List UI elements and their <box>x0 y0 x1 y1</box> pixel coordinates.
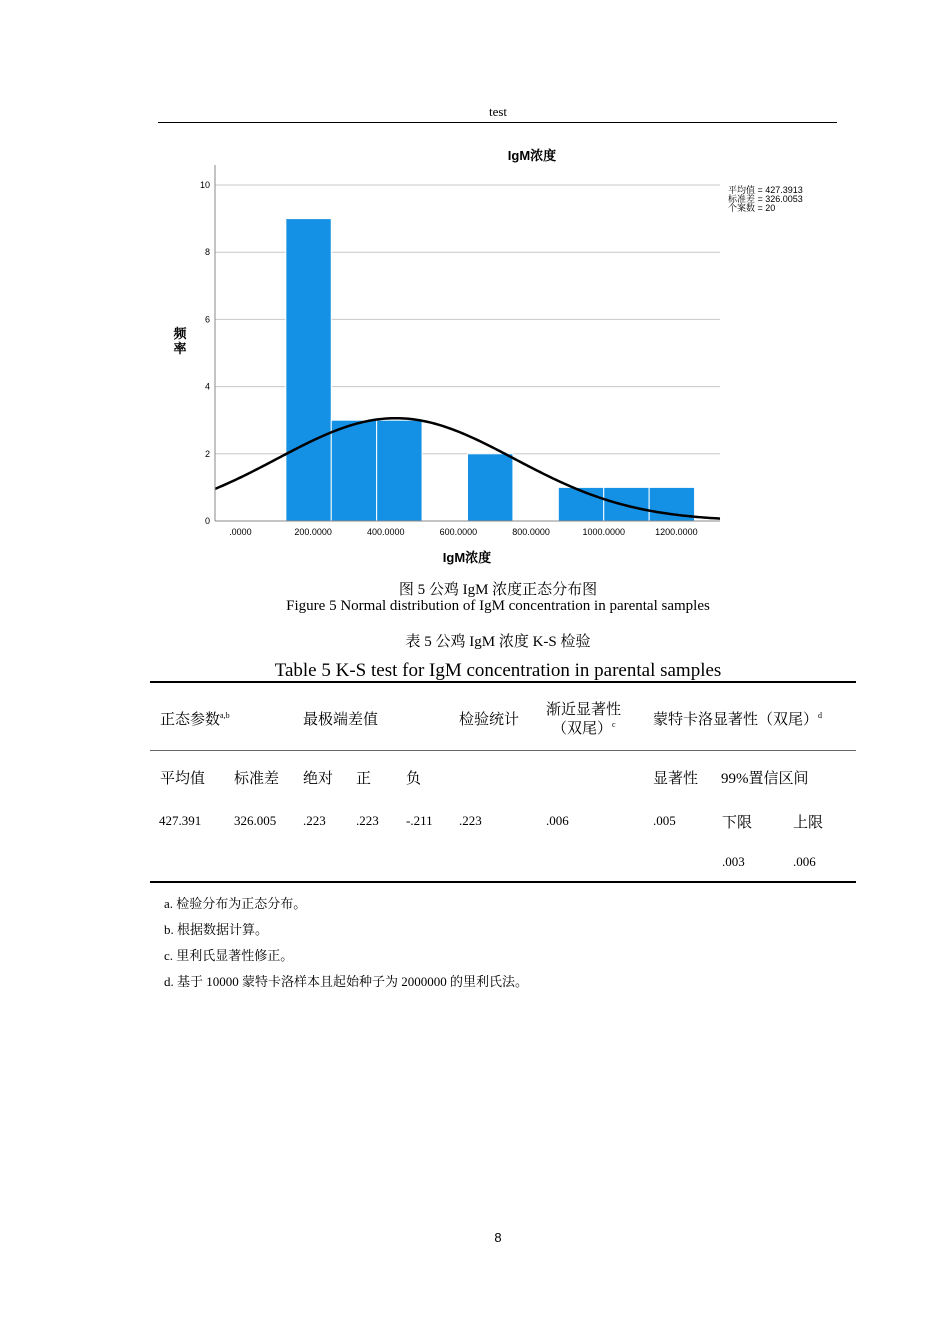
figure-caption-cn: 图 5 公鸡 IgM 浓度正态分布图 <box>398 582 598 598</box>
x-tick-label: .0000 <box>229 527 252 537</box>
th-normal-params <box>160 708 230 729</box>
table-caption-cn: 表 5 公鸡 IgM 浓度 K-S 检验 <box>405 634 591 650</box>
sub-significance: 显著性 <box>653 771 699 787</box>
sub-mean: 平均值 <box>160 771 206 787</box>
histogram-bar <box>558 487 603 521</box>
note-b: b. 根据数据计算。 <box>164 922 269 937</box>
note-d: d. 基于 10000 蒙特卡洛样本且起始种子为 2000000 的里利氏法。 <box>164 974 529 989</box>
y-tick-label: 10 <box>199 180 210 190</box>
histogram-bar <box>604 487 649 521</box>
th-asymp-sig-line2-text: （双尾） <box>552 721 613 737</box>
note-c: c. 里利氏显著性修正。 <box>164 948 294 963</box>
page-number: 8 <box>494 1230 502 1245</box>
legend-mean: 平均值 = 427.3913 <box>728 185 803 195</box>
val-test-statistic: .223 <box>459 813 482 828</box>
table-caption-en: Table 5 K-S test for IgM concentration in parental samples <box>274 660 722 681</box>
th-monte-carlo-sig-text: 蒙特卡洛显著性（双尾） <box>653 712 819 728</box>
figure-caption-en: Figure 5 Normal distribution of IgM concentration in parental samples <box>286 598 710 614</box>
val-sd: 326.005 <box>234 813 277 828</box>
x-tick-labels <box>229 527 698 537</box>
th-test-statistic: 检验统计 <box>459 712 520 728</box>
histogram-bar <box>286 219 331 521</box>
th-asymp-sig-line2 <box>552 717 616 738</box>
igm-histogram-chart <box>160 140 820 570</box>
y-axis-label-char-1: 频 <box>173 326 187 341</box>
y-tick-labels <box>200 180 210 526</box>
y-tick-label: 8 <box>204 247 210 258</box>
x-tick-label: 1200.0000 <box>655 527 698 537</box>
note-a: a. 检验分布为正态分布。 <box>164 896 307 911</box>
histogram-bars <box>286 219 695 521</box>
x-tick-label: 600.0000 <box>439 527 478 537</box>
val-positive: .223 <box>356 813 379 828</box>
stats-legend <box>728 184 803 213</box>
x-tick-label: 400.0000 <box>366 527 405 537</box>
header-rule <box>158 122 837 123</box>
sub-positive: 正 <box>356 771 372 787</box>
running-header: test <box>488 104 508 119</box>
histogram-bar <box>331 420 376 521</box>
chart-title: IgM浓度 <box>507 148 557 163</box>
th-most-extreme: 最极端差值 <box>303 712 379 728</box>
legend-sd: 标准差 = 326.0053 <box>728 194 803 204</box>
sub-absolute: 绝对 <box>303 771 334 787</box>
th-monte-carlo-sig <box>653 708 822 729</box>
sub-ci-99: 99%置信区间 <box>721 771 809 787</box>
table-top-rule <box>150 681 856 683</box>
x-tick-label: 200.0000 <box>294 527 332 537</box>
y-axis-label-char-2: 率 <box>173 341 187 356</box>
val-lower-bound: .003 <box>722 854 745 869</box>
sub-upper-bound: 上限 <box>793 815 824 831</box>
x-tick-label: 800.0000 <box>512 527 550 537</box>
sub-negative: 负 <box>406 771 422 787</box>
val-absolute: .223 <box>303 813 326 828</box>
y-tick-label: 4 <box>204 381 210 392</box>
th-normal-params-text: 正态参数 <box>160 712 221 728</box>
th-asymp-sig-line1: 渐近显著性 <box>546 702 622 718</box>
sub-sd: 标准差 <box>234 771 280 787</box>
y-tick-label: 0 <box>204 516 210 526</box>
table-header-rule <box>150 750 856 751</box>
y-tick-label: 6 <box>204 314 210 325</box>
val-significance: .005 <box>653 813 676 828</box>
y-tick-label: 2 <box>204 448 210 459</box>
legend-n: 个案数 = 20 <box>728 203 776 213</box>
histogram-bar <box>468 454 513 521</box>
table-bottom-rule <box>150 881 856 883</box>
x-tick-label: 1000.0000 <box>582 527 626 537</box>
val-asymp-sig: .006 <box>546 813 569 828</box>
sub-lower-bound: 下限 <box>722 815 753 831</box>
th-monte-carlo-sig-sup: d <box>818 711 823 720</box>
val-negative: -.211 <box>406 813 433 828</box>
x-axis-label: IgM浓度 <box>442 550 492 565</box>
val-mean: 427.391 <box>159 813 202 828</box>
val-upper-bound: .006 <box>793 854 816 869</box>
histogram-bar <box>377 420 422 521</box>
th-normal-params-sup: a,b <box>220 711 230 720</box>
th-asymp-sig-sup: c <box>612 720 616 729</box>
